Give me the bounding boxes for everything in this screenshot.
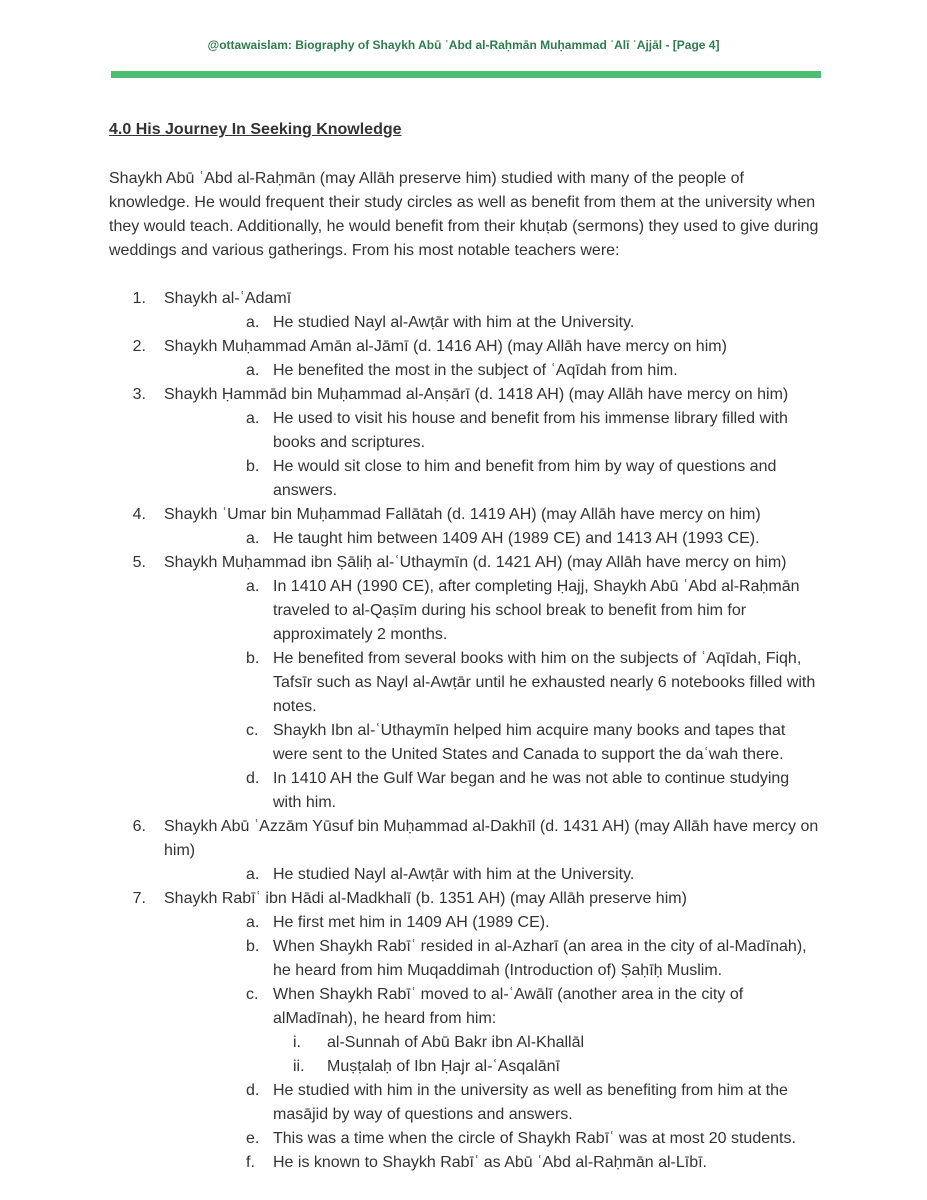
sub-notes	[273, 1031, 821, 1079]
note-item	[164, 575, 821, 647]
list-marker: a.	[246, 410, 260, 427]
note-item	[164, 1127, 821, 1151]
list-marker: a.	[246, 314, 260, 331]
note-item	[164, 911, 821, 935]
list-marker: 7.	[132, 890, 146, 907]
note-item	[164, 1151, 821, 1175]
intro-paragraph: Shaykh Abū ʿAbd al-Raḥmān (may Allāh preserve him) studied with many of the people of knowledge. He would frequent their study circles as well as benefit from them at the university when they would teach. Additionally, he would benefit from their khuṭab (sermons) they used to give during weddings and various gatherings. From his most notable teachers were:	[109, 170, 819, 259]
list-marker: 2.	[132, 338, 146, 355]
teacher-notes	[219, 575, 821, 815]
teacher-name: Shaykh ʿUmar bin Muḥammad Fallātah (d. 1419 AH) (may Allāh have mercy on him)	[164, 506, 761, 523]
note-text: He benefited the most in the subject of ʿAqīdah from him.	[273, 362, 678, 379]
list-marker: c.	[246, 986, 259, 1003]
teacher-notes	[219, 311, 821, 335]
note-text: He taught him between 1409 AH (1989 CE) and 1413 AH (1993 CE).	[273, 530, 760, 547]
list-marker: e.	[246, 1130, 260, 1147]
teacher-name: Shaykh al-ʿAdamī	[164, 290, 292, 307]
note-text: This was a time when the circle of Shaykh Rabīʿ was at most 20 students.	[273, 1130, 796, 1147]
note-item	[164, 407, 821, 455]
teacher-item	[109, 383, 821, 503]
note-item	[164, 719, 821, 767]
note-text: He first met him in 1409 AH (1989 CE).	[273, 914, 550, 931]
list-marker: b.	[246, 650, 260, 667]
list-marker: a.	[246, 362, 260, 379]
list-marker: ii.	[293, 1058, 305, 1075]
note-item	[164, 935, 821, 983]
teacher-name: Shaykh Muḥammad Amān al-Jāmī (d. 1416 AH) (may Allāh have mercy on him)	[164, 338, 727, 355]
teacher-notes	[219, 407, 821, 503]
list-marker: 4.	[132, 506, 146, 523]
note-text: He studied with him in the university as well as benefiting from him at the masājid by way of questions and answers.	[273, 1082, 788, 1123]
note-item	[164, 767, 821, 815]
list-marker: c.	[246, 722, 259, 739]
list-marker: 3.	[132, 386, 146, 403]
list-marker: a.	[246, 578, 260, 595]
sub-note-text: al-Sunnah of Abū Bakr ibn Al-Khallāl	[327, 1034, 585, 1051]
note-item	[164, 455, 821, 503]
note-text: Shaykh Ibn al-ʿUthaymīn helped him acquire many books and tapes that were sent to the United States and Canada to support the daʿwah there.	[273, 722, 786, 763]
note-text: He benefited from several books with him on the subjects of ʿAqīdah, Fiqh, Tafsīr such as Nayl al-Awṭār until he exhausted nearly 6 notebooks filled with notes.	[273, 650, 816, 715]
teacher-item	[109, 503, 821, 551]
teacher-item	[109, 335, 821, 383]
teacher-name: Shaykh Ḥammād bin Muḥammad al-Anṣārī (d. 1418 AH) (may Allāh have mercy on him)	[164, 386, 789, 403]
list-marker: d.	[246, 770, 260, 787]
teacher-item	[109, 287, 821, 335]
note-text: He used to visit his house and benefit from his immense library filled with books and scriptures.	[273, 410, 788, 451]
sub-note-item	[273, 1055, 821, 1079]
note-item	[164, 311, 821, 335]
list-marker: a.	[246, 866, 260, 883]
list-marker: i.	[293, 1034, 301, 1051]
teacher-name: Shaykh Rabīʿ ibn Hādi al-Madkhalī (b. 1351 AH) (may Allāh preserve him)	[164, 890, 687, 907]
note-text: When Shaykh Rabīʿ moved to al-ʿAwālī (another area in the city of alMadīnah), he heard from him:	[273, 986, 744, 1027]
section-heading: 4.0 His Journey In Seeking Knowledge	[109, 121, 402, 138]
note-item	[164, 1079, 821, 1127]
list-marker: 5.	[132, 554, 146, 571]
note-text: In 1410 AH (1990 CE), after completing Ḥajj, Shaykh Abū ʿAbd al-Raḥmān traveled to al-Qaṣīm during his school break to benefit from him for approximately 2 months.	[273, 578, 800, 643]
teacher-notes	[219, 863, 821, 887]
teacher-list	[109, 287, 821, 1175]
teacher-name: Shaykh Muḥammad ibn Ṣāliḥ al-ʿUthaymīn (d. 1421 AH) (may Allāh have mercy on him)	[164, 554, 787, 571]
teacher-notes	[219, 911, 821, 1175]
note-item	[164, 983, 821, 1079]
note-text: He studied Nayl al-Awṭār with him at the University.	[273, 866, 635, 883]
list-marker: b.	[246, 938, 260, 955]
note-text: He studied Nayl al-Awṭār with him at the University.	[273, 314, 635, 331]
list-marker: 6.	[132, 818, 146, 835]
note-item	[164, 359, 821, 383]
teacher-notes	[219, 527, 821, 551]
list-marker: a.	[246, 914, 260, 931]
sub-note-text: Muṣṭalaḥ of Ibn Ḥajr al-ʿAsqalānī	[327, 1058, 560, 1075]
note-text: When Shaykh Rabīʿ resided in al-Azharī (an area in the city of al-Madīnah), he heard from him Muqaddimah (Introduction of) Ṣaḥīḥ Muslim.	[273, 938, 807, 979]
page-header: @ottawaislam: Biography of Shaykh Abū ʿAbd al-Raḥmān Muḥammad ʿAlī ʿAjjāl - [Page 4]	[207, 38, 720, 52]
note-item	[164, 647, 821, 719]
teacher-item	[109, 887, 821, 1175]
note-text: He would sit close to him and benefit from him by way of questions and answers.	[273, 458, 777, 499]
list-marker: b.	[246, 458, 260, 475]
teacher-notes	[219, 359, 821, 383]
list-marker: a.	[246, 530, 260, 547]
note-text: He is known to Shaykh Rabīʿ as Abū ʿAbd al-Raḥmān al-Lībī.	[273, 1154, 707, 1171]
header-divider	[111, 71, 821, 78]
sub-note-item	[273, 1031, 821, 1055]
note-item	[164, 863, 821, 887]
list-marker: d.	[246, 1082, 260, 1099]
list-marker: 1.	[132, 290, 146, 307]
document-body	[109, 119, 821, 1175]
note-text: In 1410 AH the Gulf War began and he was not able to continue studying with him.	[273, 770, 790, 811]
teacher-item	[109, 815, 821, 887]
note-item	[164, 527, 821, 551]
teacher-item	[109, 551, 821, 815]
teacher-name: Shaykh Abū ʿAzzām Yūsuf bin Muḥammad al-Dakhīl (d. 1431 AH) (may Allāh have mercy on him)	[164, 818, 819, 859]
list-marker: f.	[246, 1154, 255, 1171]
